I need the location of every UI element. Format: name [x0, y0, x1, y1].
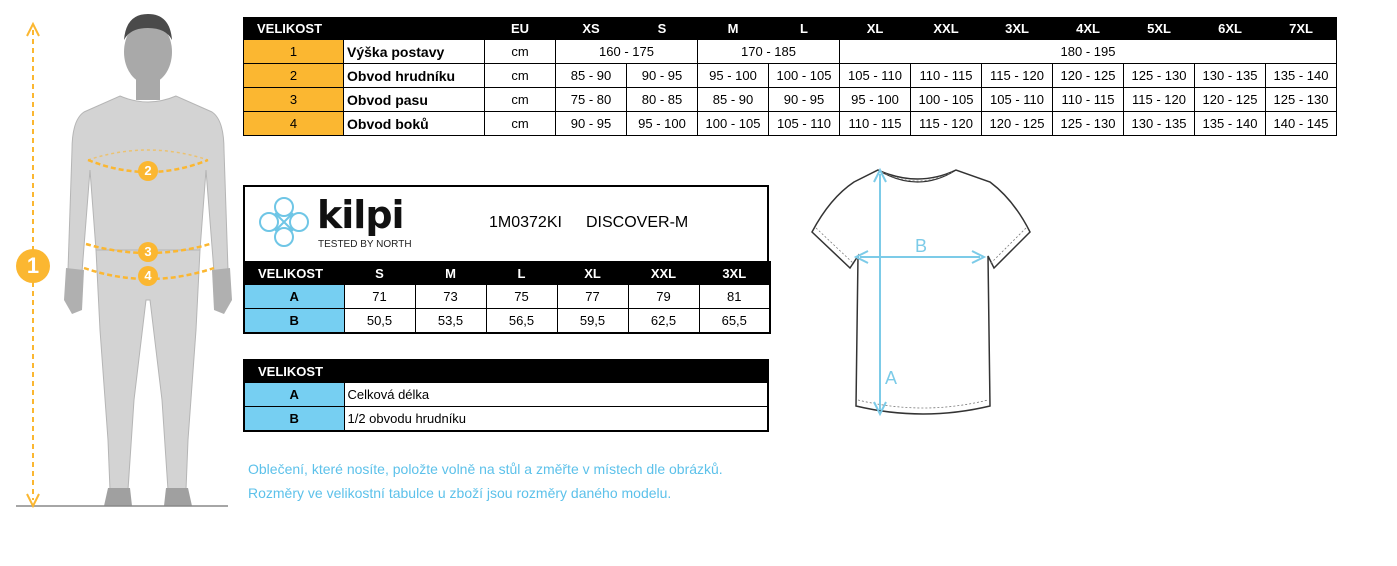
row-description: Celková délka: [344, 383, 768, 407]
header-5xl: 5XL: [1124, 18, 1195, 40]
table-row: [244, 64, 1337, 88]
table-cell: 120 - 125: [982, 112, 1053, 136]
table-cell: 135 - 140: [1195, 112, 1266, 136]
table-cell: 95 - 100: [840, 88, 911, 112]
legend-header: [244, 360, 768, 383]
table-cell: 85 - 90: [556, 64, 627, 88]
table-cell: 110 - 115: [1053, 88, 1124, 112]
table-cell: 115 - 120: [911, 112, 982, 136]
row-key: B: [244, 309, 344, 334]
marker-1: 1: [16, 249, 50, 283]
table-cell: 56,5: [486, 309, 557, 334]
header-xxl: XXL: [911, 18, 982, 40]
row-number: 3: [244, 88, 344, 112]
size-chart-header: [244, 18, 1337, 40]
table-cell: 90 - 95: [556, 112, 627, 136]
row-unit: cm: [485, 64, 556, 88]
table-cell: 115 - 120: [1124, 88, 1195, 112]
header-m: M: [415, 262, 486, 285]
header-m: M: [698, 18, 769, 40]
table-cell: 62,5: [628, 309, 699, 334]
table-row: [244, 40, 1337, 64]
header-xl: XL: [557, 262, 628, 285]
table-cell: 100 - 105: [911, 88, 982, 112]
header-7xl: 7XL: [1266, 18, 1337, 40]
brand-tagline: TESTED BY NORTH: [318, 239, 412, 250]
row-label: Výška postavy: [344, 40, 485, 64]
size-chart-table: [243, 17, 1337, 136]
row-unit: cm: [485, 40, 556, 64]
table-cell: 95 - 100: [627, 112, 698, 136]
table-cell: 105 - 110: [982, 88, 1053, 112]
measurement-legend-table: [243, 359, 769, 432]
product-header-box: [243, 185, 769, 261]
table-cell: 135 - 140: [1266, 64, 1337, 88]
table-cell: 110 - 115: [840, 112, 911, 136]
header-xxl: XXL: [628, 262, 699, 285]
product-size-table: [243, 261, 771, 334]
table-cell: 140 - 145: [1266, 112, 1337, 136]
row-key: B: [244, 407, 344, 432]
header-l: L: [486, 262, 557, 285]
row-number: 2: [244, 64, 344, 88]
table-cell: 105 - 110: [840, 64, 911, 88]
marker-4: 4: [138, 266, 158, 286]
table-cell: 125 - 130: [1053, 112, 1124, 136]
header-xs: XS: [556, 18, 627, 40]
table-cell: 115 - 120: [982, 64, 1053, 88]
header-4xl: 4XL: [1053, 18, 1124, 40]
table-cell: 160 - 175: [556, 40, 698, 64]
row-unit: cm: [485, 112, 556, 136]
row-key: A: [244, 285, 344, 309]
table-cell: 90 - 95: [769, 88, 840, 112]
table-cell: 105 - 110: [769, 112, 840, 136]
table-cell: 125 - 130: [1124, 64, 1195, 88]
table-cell: 53,5: [415, 309, 486, 334]
table-row: [244, 309, 770, 334]
header-velikost: VELIKOST: [244, 262, 344, 285]
table-cell: 75 - 80: [556, 88, 627, 112]
table-cell: 65,5: [699, 309, 770, 334]
table-cell: 125 - 130: [1266, 88, 1337, 112]
table-cell: 90 - 95: [627, 64, 698, 88]
table-cell: 59,5: [557, 309, 628, 334]
kilpi-logo-icon: [255, 193, 313, 251]
row-label: Obvod hrudníku: [344, 64, 485, 88]
product-name: DISCOVER-M: [586, 214, 689, 231]
header-l: L: [769, 18, 840, 40]
header-xl: XL: [840, 18, 911, 40]
table-cell: 71: [344, 285, 415, 309]
product-table-header: [244, 262, 770, 285]
measurement-note: Oblečení, které nosíte, položte volně na stůl a změřte v místech dle obrázků.: [248, 461, 723, 477]
marker-2: 2: [138, 161, 158, 181]
row-number: 4: [244, 112, 344, 136]
header-velikost: VELIKOST: [244, 18, 485, 40]
header-eu: EU: [485, 18, 556, 40]
row-number: 1: [244, 40, 344, 64]
table-cell: 180 - 195: [840, 40, 1337, 64]
table-row: [244, 407, 768, 432]
table-cell: 100 - 105: [698, 112, 769, 136]
table-cell: 120 - 125: [1195, 88, 1266, 112]
table-row: [244, 383, 768, 407]
row-key: A: [244, 383, 344, 407]
table-cell: 73: [415, 285, 486, 309]
table-cell: 120 - 125: [1053, 64, 1124, 88]
shirt-label-b: B: [915, 236, 928, 256]
header-s: S: [344, 262, 415, 285]
product-code: 1M0372KI: [489, 214, 562, 231]
brand-name: kilpi: [317, 193, 404, 237]
table-cell: 100 - 105: [769, 64, 840, 88]
row-description: 1/2 obvodu hrudníku: [344, 407, 768, 432]
table-row: [244, 285, 770, 309]
row-label: Obvod pasu: [344, 88, 485, 112]
table-cell: 110 - 115: [911, 64, 982, 88]
tshirt-diagram: [808, 160, 1038, 430]
row-label: Obvod boků: [344, 112, 485, 136]
table-cell: 77: [557, 285, 628, 309]
table-row: [244, 88, 1337, 112]
table-cell: 79: [628, 285, 699, 309]
table-cell: 130 - 135: [1195, 64, 1266, 88]
table-cell: 95 - 100: [698, 64, 769, 88]
table-cell: 80 - 85: [627, 88, 698, 112]
marker-3: 3: [138, 242, 158, 262]
header-s: S: [627, 18, 698, 40]
table-cell: 85 - 90: [698, 88, 769, 112]
header-velikost: VELIKOST: [244, 360, 768, 383]
table-cell: 75: [486, 285, 557, 309]
header-3xl: 3XL: [982, 18, 1053, 40]
table-row: [244, 112, 1337, 136]
row-unit: cm: [485, 88, 556, 112]
shirt-label-a: A: [885, 368, 898, 388]
table-cell: 170 - 185: [698, 40, 840, 64]
table-cell: 50,5: [344, 309, 415, 334]
table-cell: 81: [699, 285, 770, 309]
table-cell: 130 - 135: [1124, 112, 1195, 136]
header-6xl: 6XL: [1195, 18, 1266, 40]
model-size-note: Rozměry ve velikostní tabulce u zboží jsou rozměry daného modelu.: [248, 485, 672, 501]
header-3xl: 3XL: [699, 262, 770, 285]
